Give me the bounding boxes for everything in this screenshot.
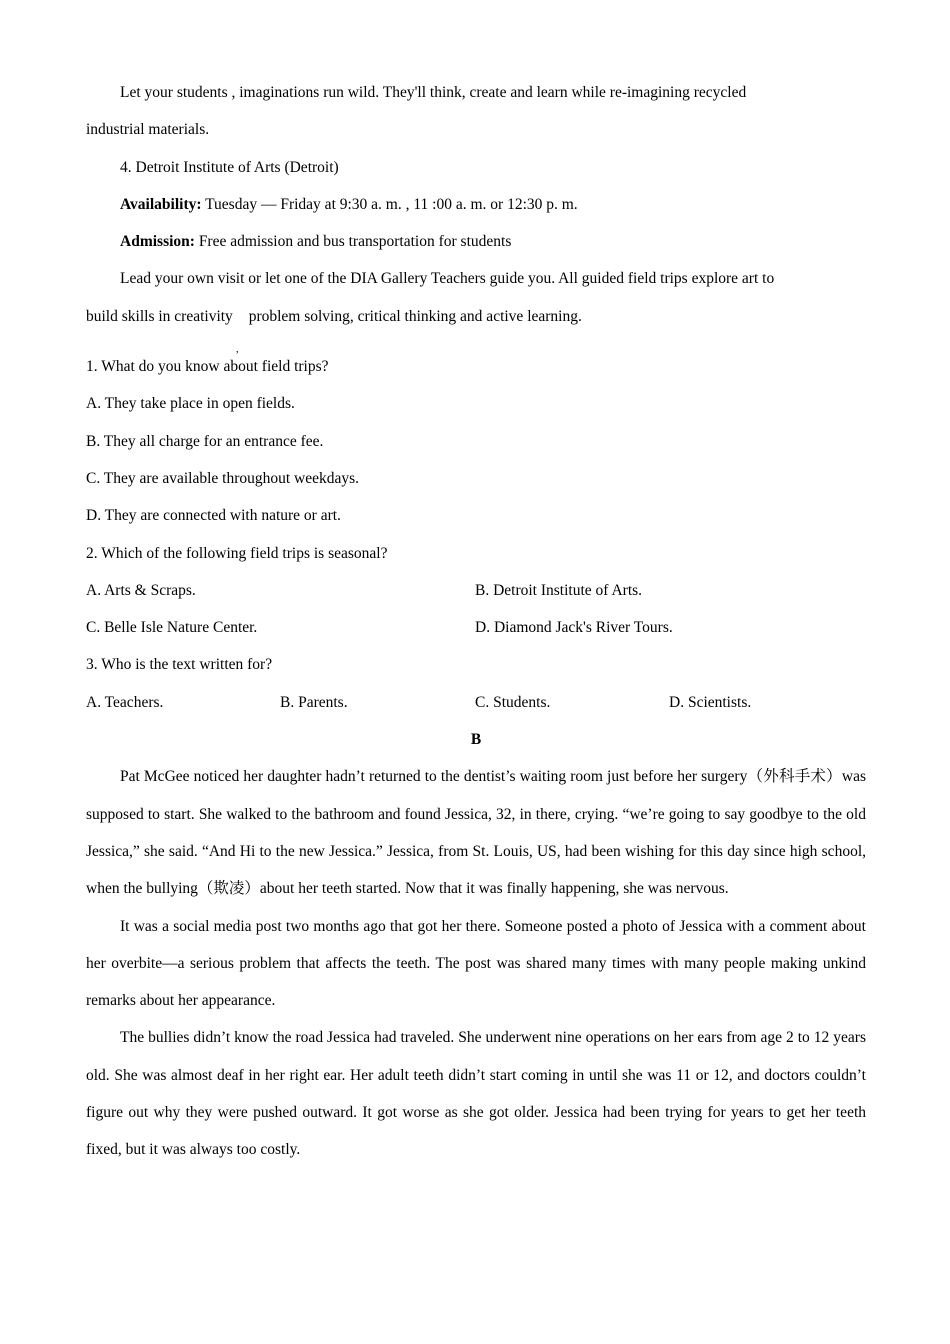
question-2-option-d[interactable]: D. Diamond Jack's River Tours. (475, 619, 673, 637)
dia-availability-label: Availability: (120, 195, 202, 213)
question-1-option-c[interactable]: C. They are available throughout weekdays. (86, 469, 360, 487)
dia-description-line2: build skills in creativity , problem solving, critical thinking and active learning. (86, 307, 582, 355)
question-2-options-row2 (86, 609, 866, 646)
question-1-stem: 1. What do you know about field trips? (86, 358, 329, 376)
question-1-option-b[interactable]: B. They all charge for an entrance fee. (86, 432, 324, 450)
question-2-stem: 2. Which of the following field trips is seasonal? (86, 544, 388, 562)
section-b-heading: B (470, 731, 482, 749)
dia-description-line2-end: problem solving, critical thinking and active learning. (244, 307, 582, 325)
dia-description-line2-start: build skills in creativity (86, 307, 233, 325)
arts-scraps-description-line2: industrial materials. (86, 121, 210, 139)
question-2-option-b[interactable]: B. Detroit Institute of Arts. (475, 581, 643, 599)
document-page (86, 74, 866, 1169)
question-3-option-a[interactable]: A. Teachers. (86, 693, 164, 711)
question-2-option-a[interactable]: A. Arts & Scraps. (86, 581, 196, 599)
question-2-options-row1 (86, 572, 866, 609)
section-b-paragraph-2: It was a social media post two months ago that got her there. Someone posted a photo of Jessica with a comment about her overbite—a serious problem that affects the teeth. The post was shared many times with many people making unkind remarks about her appearance. (86, 917, 866, 1010)
question-2-option-c[interactable]: C. Belle Isle Nature Center. (86, 619, 258, 637)
section-b-paragraph-3: The bullies didn’t know the road Jessica had traveled. She underwent nine operations on her ears from age 2 to 12 years old. She was almost deaf in her right ear. Her adult teeth didn’t start coming in until she was 11 or 12, and doctors couldn’t figure out why they were pushed outward. It got worse as she got older. Jessica had been trying for years to get her teeth fixed, but it was always too costly. (86, 1029, 866, 1159)
dia-admission-label: Admission: (120, 233, 195, 251)
question-3-option-b[interactable]: B. Parents. (280, 693, 348, 711)
dia-availability-value: Tuesday — Friday at 9:30 a. m. , 11 :00 a. m. or 12:30 p. m. (201, 195, 578, 213)
question-3-stem: 3. Who is the text written for? (86, 656, 273, 674)
question-3-option-c[interactable]: C. Students. (475, 693, 551, 711)
question-1-option-d[interactable]: D. They are connected with nature or art. (86, 507, 341, 525)
arts-scraps-description-line1: Let your students , imaginations run wild. They'll think, create and learn while re-imagining recycled (120, 84, 747, 101)
dia-description-line1: Lead your own visit or let one of the DIA Gallery Teachers guide you. All guided field trips explore art to (120, 270, 775, 288)
question-3-options-row (86, 684, 866, 721)
question-1-option-a[interactable]: A. They take place in open fields. (86, 395, 295, 413)
question-3-option-d[interactable]: D. Scientists. (669, 693, 752, 711)
dia-availability (86, 186, 866, 223)
dia-admission-value: Free admission and bus transportation for students (194, 233, 512, 251)
dia-admission (86, 223, 866, 260)
section-b-paragraph-1: Pat McGee noticed her daughter hadn’t returned to the dentist’s waiting room just before her surgery（外科手术）was supposed to start. She walked to the bathroom and found Jessica, 32, in there, crying. “we’re going to say goodbye to the old Jessica,” she said. “And Hi to the new Jessica.” Jessica, from St. Louis, US, had been wishing for this day since high school, when the bullying（欺凌）about her teeth started. Now that it was finally happening, she was nervous. (86, 768, 866, 898)
dia-heading: 4. Detroit Institute of Arts (Detroit) (120, 158, 339, 176)
